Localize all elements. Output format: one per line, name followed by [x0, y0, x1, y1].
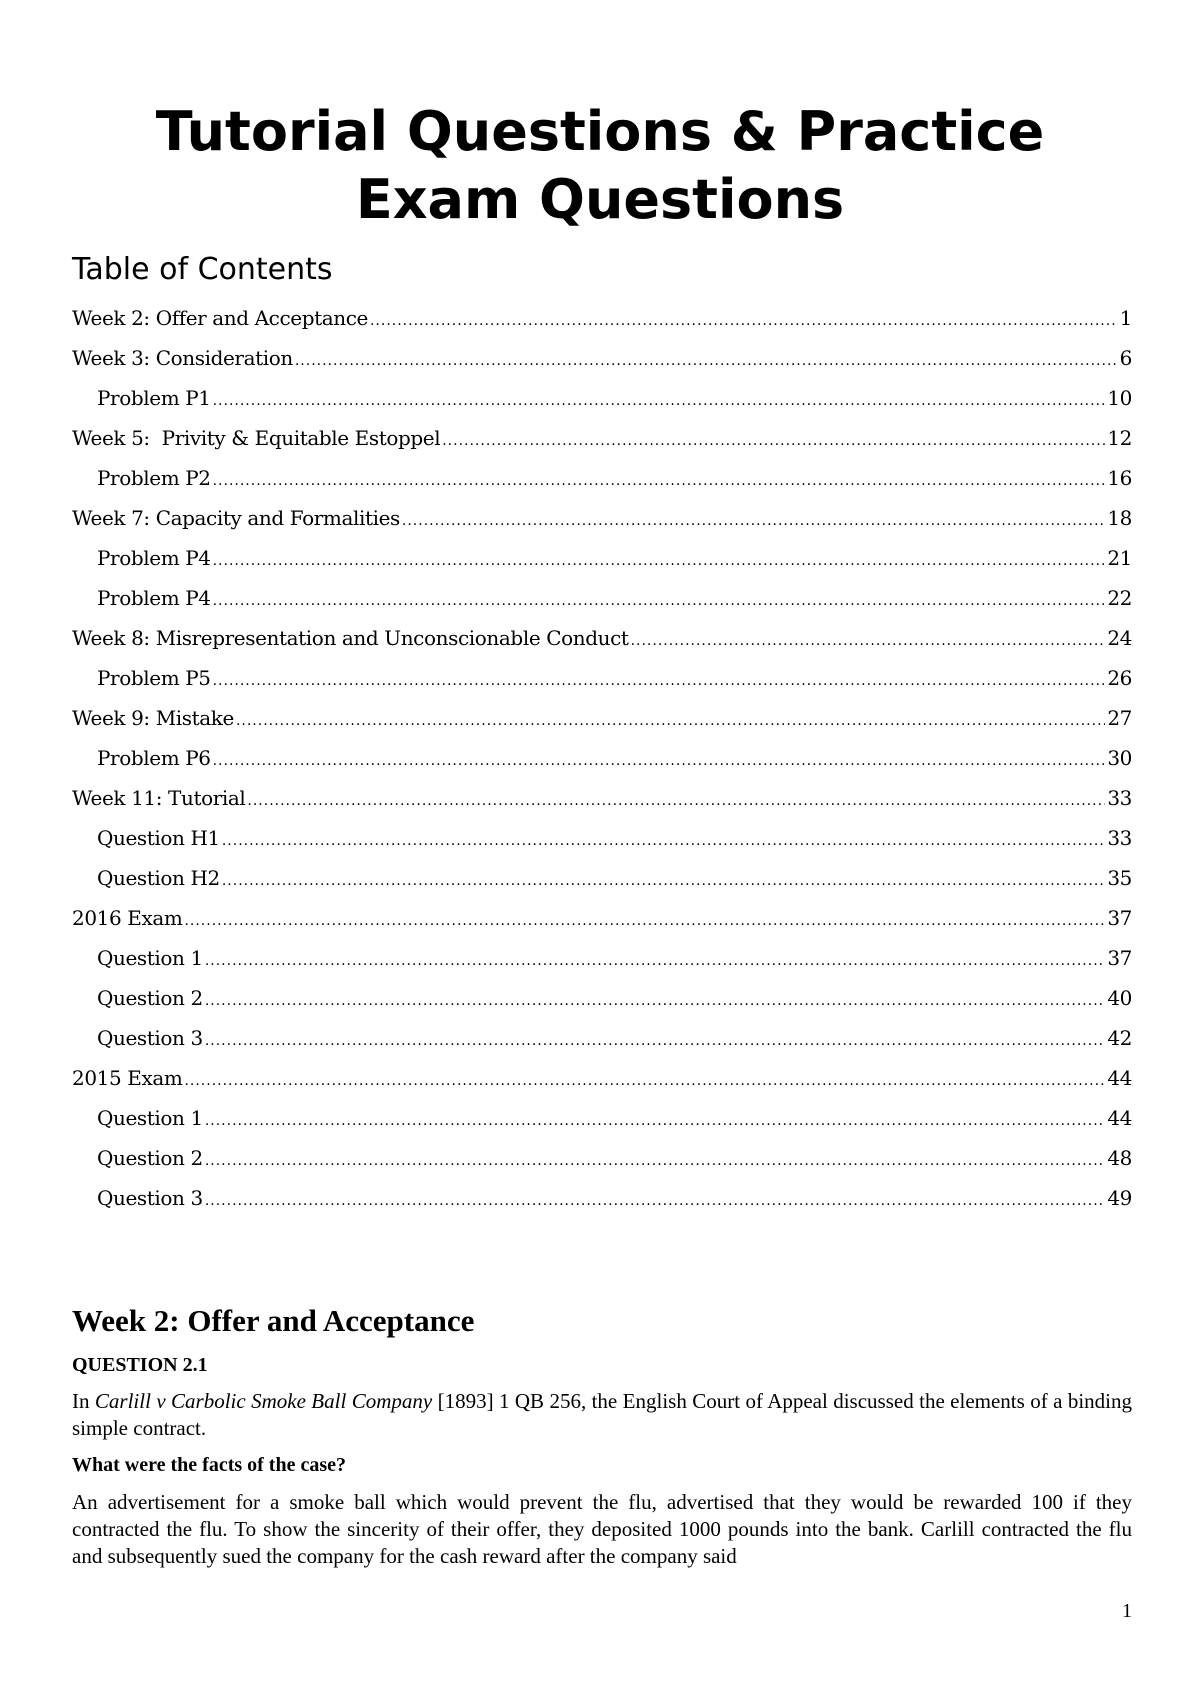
toc-entry-page: 44	[1107, 1106, 1132, 1130]
toc-entry-page: 42	[1107, 1026, 1132, 1050]
toc-leader-dots	[213, 553, 1106, 569]
toc-entry[interactable]	[72, 706, 1132, 746]
toc-entry-page: 22	[1107, 586, 1132, 610]
answer-paragraph: An advertisement for a smoke ball which would prevent the flu, advertised that they would be rewarded 100 if they contracted the flu. To show the sincerity of their offer, they deposited 1000 pounds into the bank. Carlill contracted the flu and subsequently sued the company for the cash reward after the company said	[72, 1490, 1132, 1568]
document-title	[0, 98, 1200, 234]
toc-entry-label: Question H1	[97, 826, 220, 850]
toc-entry-page: 49	[1107, 1186, 1132, 1210]
toc-entry-page: 10	[1107, 386, 1132, 410]
toc-entry[interactable]	[72, 1026, 1132, 1066]
toc-entry[interactable]	[72, 906, 1132, 946]
toc-entry-label: Question H2	[97, 866, 220, 890]
toc-entry-label: Question 1	[97, 1106, 203, 1130]
toc-leader-dots	[205, 1193, 1106, 1209]
toc-leader-dots	[370, 313, 1118, 329]
question-label: QUESTION 2.1	[72, 1354, 208, 1376]
toc-entry-label: Problem P2	[97, 466, 211, 490]
toc-entry-label: Question 3	[97, 1186, 203, 1210]
toc-entry-page: 27	[1107, 706, 1132, 730]
toc-leader-dots	[402, 513, 1105, 529]
toc-entry-page: 35	[1107, 866, 1132, 890]
toc-leader-dots	[184, 1073, 1105, 1089]
toc-leader-dots	[442, 433, 1105, 449]
toc-entry[interactable]	[72, 1186, 1132, 1226]
toc-leader-dots	[247, 793, 1105, 809]
toc-entry[interactable]	[72, 466, 1132, 506]
toc-entry[interactable]	[72, 1066, 1132, 1106]
toc-leader-dots	[205, 1113, 1106, 1129]
toc-leader-dots	[295, 353, 1118, 369]
toc-entry[interactable]	[72, 546, 1132, 586]
toc-entry-label: Question 1	[97, 946, 203, 970]
toc-entry-label: Week 2: Offer and Acceptance	[72, 306, 368, 330]
toc-entry-label: 2015 Exam	[72, 1066, 183, 1090]
toc-entry[interactable]	[72, 1146, 1132, 1186]
toc-entry-page: 1	[1119, 306, 1132, 330]
toc-leader-dots	[631, 633, 1106, 649]
toc-entry-page: 16	[1107, 466, 1132, 490]
toc-leader-dots	[222, 833, 1105, 849]
page-number: 1	[1122, 1600, 1132, 1622]
toc-entry-page: 44	[1107, 1066, 1132, 1090]
table-of-contents	[72, 306, 1132, 1226]
section-heading: Week 2: Offer and Acceptance	[72, 1303, 475, 1338]
toc-leader-dots	[205, 1033, 1106, 1049]
sub-question: What were the facts of the case?	[72, 1454, 346, 1476]
toc-heading: Table of Contents	[72, 252, 333, 287]
toc-entry-label: Problem P6	[97, 746, 211, 770]
toc-entry[interactable]	[72, 1106, 1132, 1146]
toc-entry-page: 33	[1107, 786, 1132, 810]
toc-entry-label: Question 3	[97, 1026, 203, 1050]
toc-entry-page: 30	[1107, 746, 1132, 770]
toc-entry-page: 6	[1119, 346, 1132, 370]
toc-entry-page: 37	[1107, 946, 1132, 970]
toc-entry-page: 18	[1107, 506, 1132, 530]
toc-leader-dots	[213, 393, 1106, 409]
toc-entry-label: Week 11: Tutorial	[72, 786, 246, 810]
toc-entry-label: 2016 Exam	[72, 906, 183, 930]
toc-entry[interactable]	[72, 586, 1132, 626]
toc-entry-page: 21	[1107, 546, 1132, 570]
toc-entry-page: 40	[1107, 986, 1132, 1010]
toc-entry-label: Problem P1	[97, 386, 211, 410]
toc-entry[interactable]	[72, 866, 1132, 906]
question-intro	[72, 1388, 1132, 1442]
toc-leader-dots	[205, 953, 1106, 969]
toc-leader-dots	[205, 993, 1106, 1009]
toc-leader-dots	[236, 713, 1105, 729]
document-title-line-2: Exam Questions	[355, 168, 845, 231]
toc-leader-dots	[213, 593, 1106, 609]
toc-entry-label: Week 3: Consideration	[72, 346, 293, 370]
toc-entry[interactable]	[72, 786, 1132, 826]
toc-entry-page: 12	[1107, 426, 1132, 450]
toc-entry-page: 48	[1107, 1146, 1132, 1170]
toc-entry[interactable]	[72, 306, 1132, 346]
toc-leader-dots	[205, 1153, 1106, 1169]
toc-entry-label: Week 8: Misrepresentation and Unconscionable Conduct	[72, 626, 629, 650]
toc-entry[interactable]	[72, 426, 1132, 466]
toc-leader-dots	[213, 753, 1106, 769]
toc-entry-label: Problem P4	[97, 546, 211, 570]
toc-entry-label: Week 7: Capacity and Formalities	[72, 506, 400, 530]
document-title-line-1: Tutorial Questions & Practice	[155, 100, 1045, 163]
toc-entry[interactable]	[72, 346, 1132, 386]
toc-entry-page: 24	[1107, 626, 1132, 650]
toc-leader-dots	[184, 913, 1105, 929]
toc-leader-dots	[213, 473, 1106, 489]
toc-entry[interactable]	[72, 666, 1132, 706]
toc-entry[interactable]	[72, 946, 1132, 986]
toc-entry-label: Week 9: Mistake	[72, 706, 234, 730]
toc-entry-page: 26	[1107, 666, 1132, 690]
toc-entry[interactable]	[72, 506, 1132, 546]
toc-entry[interactable]	[72, 746, 1132, 786]
toc-leader-dots	[222, 873, 1105, 889]
toc-entry-label: Problem P5	[97, 666, 211, 690]
week-2-section	[72, 1302, 1132, 1580]
toc-entry[interactable]	[72, 986, 1132, 1026]
toc-entry[interactable]	[72, 626, 1132, 666]
toc-entry-label: Question 2	[97, 1146, 203, 1170]
case-name: Carlill v Carbolic Smoke Ball Company	[94, 1389, 433, 1413]
toc-entry[interactable]	[72, 826, 1132, 866]
intro-suffix: [1893] 1 QB 256, the English Court of Appeal discussed the elements of a binding simple contract.	[72, 1389, 1132, 1440]
toc-entry-page: 37	[1107, 906, 1132, 930]
toc-entry-label: Week 5: Privity & Equitable Estoppel	[72, 426, 441, 450]
toc-entry-label: Problem P4	[97, 586, 211, 610]
toc-leader-dots	[213, 673, 1106, 689]
toc-entry-label: Question 2	[97, 986, 203, 1010]
toc-entry[interactable]	[72, 386, 1132, 426]
intro-prefix: In	[72, 1389, 95, 1413]
toc-entry-page: 33	[1107, 826, 1132, 850]
